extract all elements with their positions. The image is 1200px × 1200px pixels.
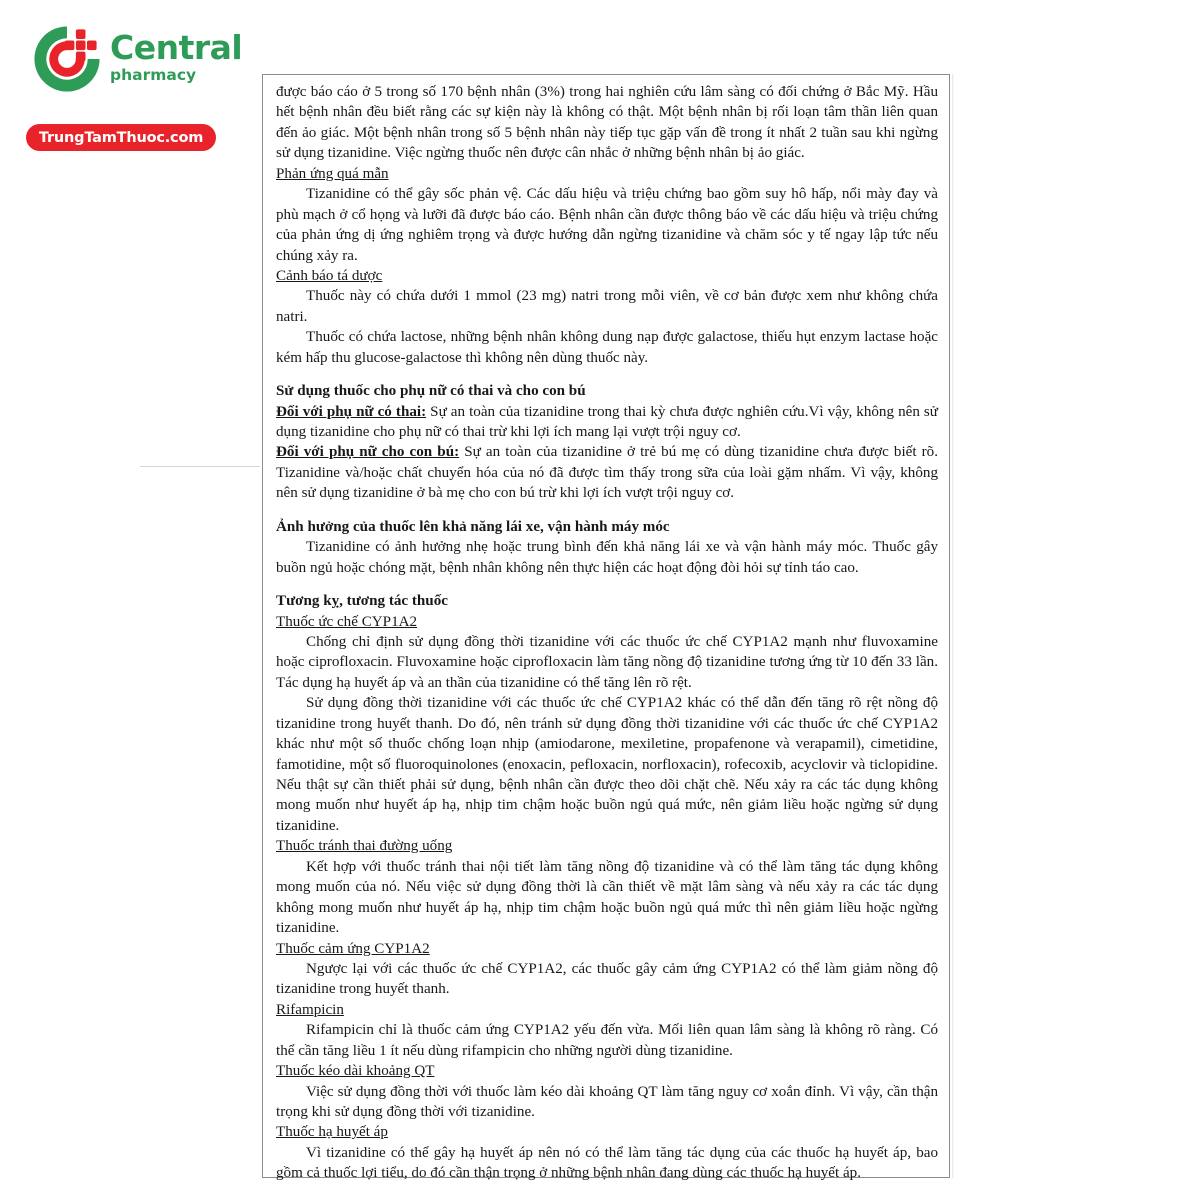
subsection-heading: Thuốc cảm ứng CYP1A2 <box>276 940 430 957</box>
scan-edge-shadow <box>952 74 954 1178</box>
brand-logo-row <box>14 14 246 106</box>
body-paragraph: được báo cáo ở 5 trong số 170 bệnh nhân (3%) trong hai nghiên cứu lâm sàng có đối chứng ở Bắc Mỹ. Hầu hết bệnh nhân đều biết rằng các sự kiện này là không có thật. Một bệnh nhân bị rối loạn tâm thần liên quan đến ảo giác. Một bệnh nhân trong số 5 bệnh nhân này tiếp tục gặp vấn đề trong ít nhất 2 tuần sau khi ngừng sử dụng tizanidine. Việc ngừng thuốc nên được cân nhắc ở những bệnh nhân bị ảo giác. <box>276 84 938 162</box>
labeled-paragraph: Đối với phụ nữ cho con bú: Sự an toàn của tizanidine ở trẻ bú mẹ có dùng tizanidine chưa được biết rõ. Tizanidine và/hoặc chất chuyển hóa của nó đã được tìm thấy trong sữa của loài gặm nhấm. Vì vậy, không nên sử dụng tizanidine ở bà mẹ cho con bú trừ khi lợi ích vượt trội nguy cơ. <box>276 444 938 502</box>
body-paragraph: Rifampicin chỉ là thuốc cảm ứng CYP1A2 yếu đến vừa. Mối liên quan lâm sàng là không rõ ràng. Có thể cần tăng liều 1 ít nếu dùng rifampicin cho những người dùng tizanidine. <box>276 1022 938 1059</box>
site-url-label: TrungTamThuoc.com <box>38 129 204 146</box>
body-paragraph: Kết hợp với thuốc tránh thai nội tiết làm tăng nồng độ tizanidine và có thể làm tăng tác dụng không mong muốn của nó. Nếu việc sử dụng đồng thời là cần thiết về mặt lâm sàng và nếu xảy ra các tác dụng không mong muốn như huyết áp hạ, nhịp tim chậm hoặc buồn ngủ quá mức thì nên giảm liều hoặc ngừng tizanidine. <box>276 858 938 937</box>
paragraph-spacer <box>276 504 938 517</box>
paragraph-spacer <box>276 578 938 591</box>
subsection-heading: Thuốc kéo dài khoảng QT <box>276 1063 435 1080</box>
subsection-heading: Rifampicin <box>276 1001 344 1018</box>
subsection-heading: Thuốc tránh thai đường uống <box>276 838 453 855</box>
section-heading: Sử dụng thuốc cho phụ nữ có thai và cho con bú <box>276 383 586 400</box>
brand-wordmark <box>110 28 250 85</box>
labeled-paragraph: Đối với phụ nữ có thai: Sự an toàn của tizanidine trong thai kỳ chưa được nghiên cứu.Vì vậy, không nên sử dụng tizanidine cho phụ nữ có thai trừ khi lợi ích mang lại vượt trội nguy cơ. <box>276 403 938 440</box>
body-paragraph: Chống chỉ định sử dụng đồng thời tizanidine với các thuốc ức chế CYP1A2 mạnh như fluvoxamine hoặc ciprofloxacin. Fluvoxamine hoặc ciprofloxacin làm tăng nồng độ tizanidine tương ứng từ 10 đến 33 lần. Tác dụng hạ huyết áp và an thần của tizanidine có thể tăng lên rõ rệt. <box>276 633 938 691</box>
central-pharmacy-logo-icon <box>30 22 104 96</box>
body-paragraph: Vì tizanidine có thể gây hạ huyết áp nên nó có thể làm tăng tác dụng của các thuốc hạ huyết áp, bao gồm cả thuốc lợi tiểu, do đó cần thận trọng ở những bệnh nhân đang dùng các thuốc hạ huyết áp. <box>276 1144 938 1182</box>
paragraph-inline-label: Đối với phụ nữ cho con bú: <box>276 444 460 461</box>
body-paragraph: Tizanidine có thể gây sốc phản vệ. Các dấu hiệu và triệu chứng bao gồm suy hô hấp, nổi mày đay và phù mạch ở cổ họng và lưỡi đã được báo cáo. Bệnh nhân cần được thông báo về các dấu hiệu và triệu chứng của phản ứng dị ứng nghiêm trọng và được hướng dẫn ngừng tizanidine và chăm sóc y tế ngay lập tức nếu chúng xảy ra. <box>276 186 938 264</box>
body-paragraph: Tizanidine có ảnh hưởng nhẹ hoặc trung bình đến khả năng lái xe và vận hành máy móc. Thuốc gây buồn ngủ hoặc chóng mặt, bệnh nhân không nên thực hiện các hoạt động đòi hỏi sự tỉnh táo cao. <box>276 539 938 576</box>
brand-watermark <box>14 14 246 144</box>
body-paragraph: Thuốc có chứa lactose, những bệnh nhân không dung nạp được galactose, thiếu hụt enzym lactase hoặc kém hấp thu glucose-galactose thì không nên dùng thuốc này. <box>276 329 938 366</box>
paragraph-spacer <box>276 368 938 381</box>
body-paragraph: Sử dụng đồng thời tizanidine với các thuốc ức chế CYP1A2 khác có thể dẫn đến tăng rõ rệt nồng độ tizanidine trong huyết thanh. Do đó, nên tránh sử dụng đồng thời tizanidine với các thuốc ức chế CYP1A2 khác như một số thuốc chống loạn nhịp (amiodarone, mexiletine, propafenone và verapamil), cimetidine, famotidine, một số fluoroquinolones (enoxacin, pefloxacin, norfloxacin), rofecoxib, acyclovir và ticlopidine. Nếu thật sự cần thiết phải sử dụng, bệnh nhân cần được theo dõi chặt chẽ. Nếu xảy ra các tác dụng không mong muốn như huyết áp hạ, nhịp tim chậm hoặc buồn ngủ quá mức, nên giảm liều hoặc ngừng sử dụng tizanidine. <box>276 695 938 834</box>
scanned-document-page <box>262 74 950 1182</box>
subsection-heading: Phản ứng quá mẫn <box>276 165 389 182</box>
document-text-body <box>276 82 938 1184</box>
body-paragraph: Việc sử dụng đồng thời với thuốc làm kéo dài khoảng QT làm tăng nguy cơ xoắn đỉnh. Vì vậy, cần thận trọng khi sử dụng đồng thời với tizanidine. <box>276 1083 938 1120</box>
paragraph-inline-label: Đối với phụ nữ có thai: <box>276 403 427 420</box>
brand-subtitle: pharmacy <box>110 66 197 85</box>
site-url-badge[interactable] <box>26 124 216 151</box>
subsection-heading: Thuốc hạ huyết áp <box>276 1124 388 1141</box>
section-heading: Ảnh hưởng của thuốc lên khả năng lái xe, vận hành máy móc <box>276 518 670 535</box>
section-heading: Tương kỵ, tương tác thuốc <box>276 593 448 610</box>
body-paragraph: Thuốc này có chứa dưới 1 mmol (23 mg) natri trong mỗi viên, về cơ bản được xem như không chứa natri. <box>276 288 938 325</box>
scan-fold-artifact <box>140 466 260 467</box>
subsection-heading: Thuốc ức chế CYP1A2 <box>276 613 418 630</box>
body-paragraph: Ngược lại với các thuốc ức chế CYP1A2, các thuốc gây cảm ứng CYP1A2 có thể làm giảm nồng độ tizanidine trong huyết thanh. <box>276 960 938 998</box>
subsection-heading: Cảnh báo tá dược <box>276 267 383 284</box>
brand-name: Central <box>110 28 243 67</box>
